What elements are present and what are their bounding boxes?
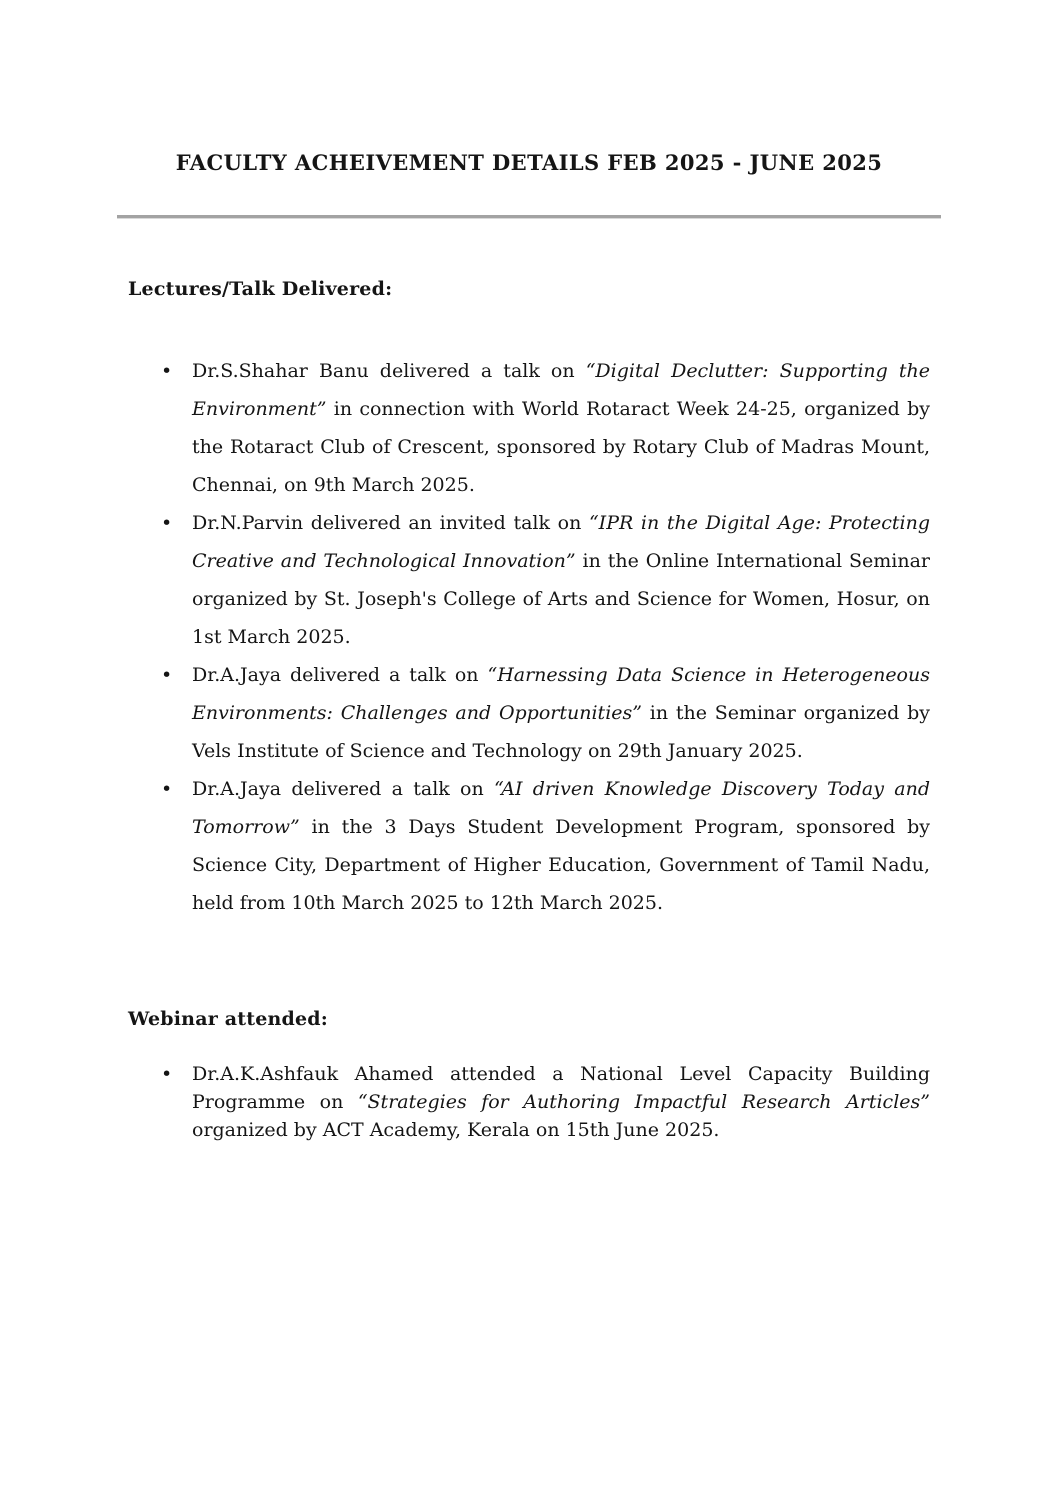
horizontal-rule xyxy=(117,215,941,218)
text-run: Dr.A.K.Ashfauk Ahamed attended a National Level Capacity Building Programme on xyxy=(192,1063,930,1113)
text-run: Dr.S.Shahar Banu delivered a talk on xyxy=(192,360,586,382)
list-item xyxy=(128,656,930,770)
list-item xyxy=(128,352,930,504)
webinar-list xyxy=(128,1060,930,1144)
list-item xyxy=(128,770,930,922)
section-webinar xyxy=(128,1008,930,1144)
italic-run: “Harnessing Data Science in Heterogeneous Environments: Challenges and Opportunities” xyxy=(192,664,930,724)
list-item xyxy=(128,1060,930,1144)
section-heading-lectures: Lectures/Talk Delivered: xyxy=(128,278,393,300)
italic-run: “IPR in the Digital Age: Protecting Creative and Technological Innovation” xyxy=(192,512,930,572)
text-run: Dr.N.Parvin delivered an invited talk on xyxy=(192,512,589,534)
italic-run: “AI driven Knowledge Discovery Today and Tomorrow” xyxy=(192,778,930,838)
text-run: in connection with World Rotaract Week 24-25, organized by the Rotaract Club of Crescent, sponsored by Rotary Club of Madras Mount, Chennai, on 9th March 2025. xyxy=(192,398,930,496)
section-lectures xyxy=(128,278,930,922)
italic-run: “Digital Declutter: Supporting the Environment” xyxy=(192,360,930,420)
text-run: Dr.A.Jaya delivered a talk on xyxy=(192,664,488,686)
italic-run: “Strategies for Authoring Impactful Research Articles” xyxy=(357,1091,930,1113)
text-run: in the 3 Days Student Development Program, sponsored by Science City, Department of Higher Education, Government of Tamil Nadu, held from 10th March 2025 to 12th March 2025. xyxy=(192,816,930,914)
text-run: in the Seminar organized by Vels Institute of Science and Technology on 29th January 2025. xyxy=(192,702,930,762)
text-run: in the Online International Seminar organized by St. Joseph's College of Arts and Science for Women, Hosur, on 1st March 2025. xyxy=(192,550,930,648)
section-heading-webinar: Webinar attended: xyxy=(128,1008,328,1030)
document-title: FACULTY ACHEIVEMENT DETAILS FEB 2025 - JUNE 2025 xyxy=(175,150,883,175)
text-run: Dr.A.Jaya delivered a talk on xyxy=(192,778,495,800)
lectures-list xyxy=(128,352,930,922)
text-run: organized by ACT Academy, Kerala on 15th June 2025. xyxy=(192,1119,720,1141)
list-item xyxy=(128,504,930,656)
